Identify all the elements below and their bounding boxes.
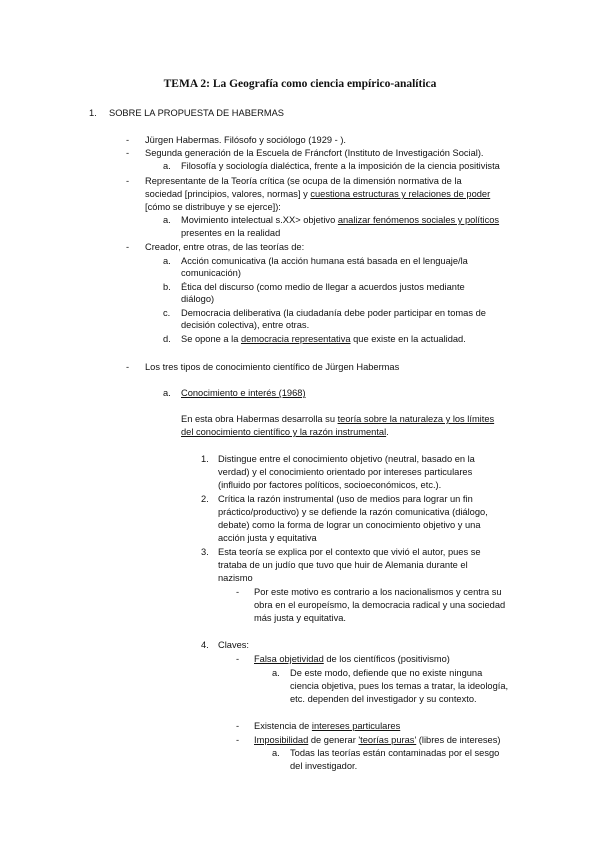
bullet-dash: - [126, 148, 130, 158]
list-marker: d. [163, 334, 171, 344]
text-line: ciencia objetiva, pues los temas a tratar, la ideología, [290, 681, 509, 691]
bullet-dash: - [126, 176, 130, 186]
text-line: Esta teoría se explica por el contexto que vivió el autor, pues se [218, 547, 481, 557]
text-line: decisión colectiva), entre otras. [181, 320, 310, 330]
text-line: Los tres tipos de conocimiento científico de Jürgen Habermas [145, 362, 400, 372]
list-marker: a. [272, 748, 280, 758]
text-line: del investigador. [290, 761, 358, 771]
text-line: De este modo, defiende que no existe ninguna [290, 668, 483, 678]
text-line: práctico/productivo) y se defiende la razón comunicativa (diálogo, [218, 507, 488, 517]
text-line: Movimiento intelectual s.XX> objetivo analizar fenómenos sociales y políticos [181, 215, 500, 225]
list-marker: a. [272, 668, 280, 678]
list-marker: a. [163, 388, 171, 398]
text-line: más justa y equitativa. [254, 613, 346, 623]
text-line: Por este motivo es contrario a los nacionalismos y centra su [254, 587, 502, 597]
list-marker: a. [163, 161, 171, 171]
section-heading: SOBRE LA PROPUESTA DE HABERMAS [109, 108, 284, 118]
text-line: [cómo se distribuye y se ejerce]): [145, 202, 281, 212]
list-marker: 1. [201, 454, 209, 464]
text-line: acción justa y equitativa [218, 533, 317, 543]
text-line: Acción comunicativa (la acción humana está basada en el lenguaje/la [181, 256, 468, 266]
bullet-dash: - [236, 735, 240, 745]
section-number: 1. [89, 108, 97, 118]
subsection-heading: Conocimiento e interés (1968) [181, 388, 306, 398]
text-line: presentes en la realidad [181, 228, 281, 238]
text-line: Distingue entre el conocimiento objetivo (neutral, basado en la [218, 454, 475, 464]
list-marker: b. [163, 282, 171, 292]
bullet-dash: - [236, 587, 240, 597]
text-line: trataba de un judío que tuvo que huir de Alemania durante el [218, 560, 468, 570]
list-marker: a. [163, 215, 171, 225]
text-line: nazismo [218, 573, 253, 583]
list-marker: 3. [201, 547, 209, 557]
text-line: verdad) y el conocimiento orientado por intereses particulares [218, 467, 473, 477]
text-line: etc. dependen del investigador y su contexto. [290, 694, 477, 704]
page-title: TEMA 2: La Geografía como ciencia empírico-analítica [163, 78, 437, 90]
bullet-dash: - [126, 135, 130, 145]
text-line: del conocimiento científico y la razón instrumental. [181, 427, 389, 437]
text-line: comunicación) [181, 268, 241, 278]
list-marker: a. [163, 256, 171, 266]
list-marker: 2. [201, 494, 209, 504]
bullet-dash: - [126, 362, 130, 372]
text-line: diálogo) [181, 294, 215, 304]
text-line: Filosofía y sociología dialéctica, frente a la imposición de la ciencia positivista [181, 161, 500, 171]
text-line: Democracia deliberativa (la ciudadanía debe poder participar en tomas de [181, 308, 486, 318]
text-line: En esta obra Habermas desarrolla su teoría sobre la naturaleza y los límites [181, 414, 495, 424]
text-line: Ética del discurso (como medio de llegar a acuerdos justos mediante [181, 282, 465, 292]
text-line: Representante de la Teoría crítica (se ocupa de la dimensión normativa de la [145, 176, 462, 186]
list-marker: c. [163, 308, 171, 318]
text-line: Existencia de intereses particulares [254, 721, 401, 731]
text-line: Claves: [218, 640, 250, 650]
text-line: Imposibilidad de generar 'teorías puras' (libres de intereses) [254, 735, 501, 745]
bullet-dash: - [236, 721, 240, 731]
text-line: sociedad [principios, valores, normas] y cuestiona estructuras y relaciones de poder [145, 189, 491, 199]
text-line: Jürgen Habermas. Filósofo y sociólogo (1929 - ). [145, 135, 347, 145]
text-line: Creador, entre otras, de las teorías de: [145, 242, 305, 252]
bullet-dash: - [236, 654, 240, 664]
text-line: obra en el europeísmo, la democracia radical y una sociedad [254, 600, 506, 610]
text-line: Falsa objetividad de los científicos (positivismo) [254, 654, 450, 664]
text-line: Segunda generación de la Escuela de Fráncfort (Instituto de Investigación Social). [145, 148, 484, 158]
text-line: (influido por factores políticos, socioeconómicos, etc.). [218, 480, 442, 490]
bullet-dash: - [126, 242, 130, 252]
text-line: debate) como la forma de lograr un conocimiento objetivo y una [218, 520, 481, 530]
text-line: Todas las teorías están contaminadas por el sesgo [290, 748, 500, 758]
list-marker: 4. [201, 640, 209, 650]
text-line: Se opone a la democracia representativa que existe en la actualidad. [181, 334, 466, 344]
text-line: Crítica la razón instrumental (uso de medios para lograr un fin [218, 494, 473, 504]
